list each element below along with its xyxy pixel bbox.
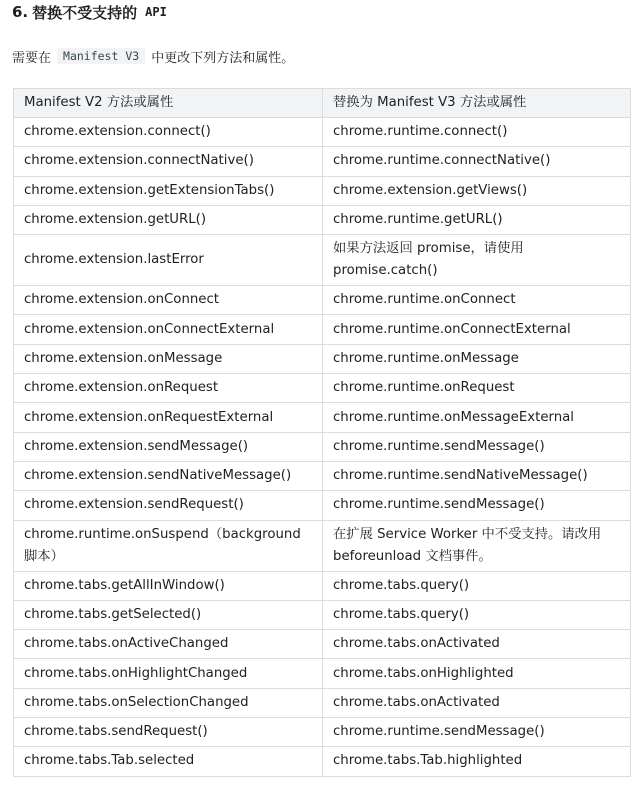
cell-v2: chrome.tabs.onSelectionChanged <box>14 688 323 717</box>
table-row <box>14 403 631 432</box>
cell-v3: chrome.runtime.connect() <box>323 118 631 147</box>
table-header-row <box>14 89 631 118</box>
cell-v2: chrome.extension.onConnectExternal <box>14 315 323 344</box>
cell-v3: chrome.runtime.sendMessage() <box>323 491 631 520</box>
cell-v2: chrome.extension.onRequest <box>14 374 323 403</box>
table-row <box>14 630 631 659</box>
table-row <box>14 176 631 205</box>
cell-v2: chrome.extension.connectNative() <box>14 147 323 176</box>
cell-v2: chrome.extension.lastError <box>14 235 323 286</box>
cell-v3: chrome.tabs.onHighlighted <box>323 659 631 688</box>
cell-v2: chrome.tabs.getSelected() <box>14 600 323 629</box>
section-title: 替换不受支持的 <box>32 3 138 22</box>
cell-v3: chrome.extension.getViews() <box>323 176 631 205</box>
table-row <box>14 374 631 403</box>
cell-v3: chrome.tabs.query() <box>323 600 631 629</box>
cell-v3: 在扩展 Service Worker 中不受支持。请改用 beforeunload 文档事件。 <box>323 520 631 571</box>
table-row <box>14 344 631 373</box>
cell-v3: chrome.runtime.sendMessage() <box>323 718 631 747</box>
table-row <box>14 659 631 688</box>
cell-v2: chrome.extension.onMessage <box>14 344 323 373</box>
cell-v3: chrome.runtime.onRequest <box>323 374 631 403</box>
section-number: 6. <box>12 3 29 21</box>
cell-v3: chrome.runtime.onMessage <box>323 344 631 373</box>
table-row <box>14 571 631 600</box>
cell-v3: chrome.tabs.query() <box>323 571 631 600</box>
cell-v2: chrome.tabs.onHighlightChanged <box>14 659 323 688</box>
cell-v3: chrome.runtime.getURL() <box>323 205 631 234</box>
cell-v3: chrome.tabs.onActivated <box>323 630 631 659</box>
cell-v2: chrome.extension.onConnect <box>14 286 323 315</box>
cell-v2: chrome.extension.onRequestExternal <box>14 403 323 432</box>
cell-v2: chrome.extension.sendNativeMessage() <box>14 461 323 490</box>
intro-paragraph <box>12 44 294 68</box>
cell-v2: chrome.tabs.getAllInWindow() <box>14 571 323 600</box>
intro-inline-code: Manifest V3 <box>57 48 145 64</box>
section-heading <box>12 0 167 24</box>
api-replacement-table <box>13 88 631 777</box>
table-row <box>14 147 631 176</box>
table-row <box>14 688 631 717</box>
intro-text-before: 需要在 <box>12 50 52 66</box>
section-title-code: API <box>145 5 167 19</box>
cell-v2: chrome.extension.sendRequest() <box>14 491 323 520</box>
intro-text-after: 中更改下列方法和属性。 <box>151 50 295 66</box>
cell-v3: 如果方法返回 promise，请使用 promise.catch() <box>323 235 631 286</box>
cell-v2: chrome.runtime.onSuspend（background 脚本） <box>14 520 323 571</box>
table-row <box>14 718 631 747</box>
table-row <box>14 235 631 286</box>
table-row <box>14 491 631 520</box>
cell-v3: chrome.runtime.onConnect <box>323 286 631 315</box>
header-v2: Manifest V2 方法或属性 <box>14 89 323 118</box>
table-row <box>14 461 631 490</box>
cell-v2: chrome.extension.getURL() <box>14 205 323 234</box>
cell-v2: chrome.tabs.onActiveChanged <box>14 630 323 659</box>
cell-v3: chrome.runtime.onMessageExternal <box>323 403 631 432</box>
table-row <box>14 315 631 344</box>
cell-v2: chrome.extension.sendMessage() <box>14 432 323 461</box>
cell-v3: chrome.tabs.onActivated <box>323 688 631 717</box>
table-row <box>14 432 631 461</box>
cell-v2: chrome.extension.getExtensionTabs() <box>14 176 323 205</box>
cell-v2: chrome.tabs.Tab.selected <box>14 747 323 776</box>
cell-v3: chrome.tabs.Tab.highlighted <box>323 747 631 776</box>
table-row <box>14 286 631 315</box>
table-header <box>14 89 631 118</box>
table-row <box>14 520 631 571</box>
table-row <box>14 205 631 234</box>
cell-v3: chrome.runtime.onConnectExternal <box>323 315 631 344</box>
table-row <box>14 600 631 629</box>
table-body <box>14 118 631 777</box>
cell-v3: chrome.runtime.sendNativeMessage() <box>323 461 631 490</box>
table-row <box>14 747 631 776</box>
cell-v2: chrome.tabs.sendRequest() <box>14 718 323 747</box>
header-v3: 替换为 Manifest V3 方法或属性 <box>323 89 631 118</box>
cell-v2: chrome.extension.connect() <box>14 118 323 147</box>
cell-v3: chrome.runtime.connectNative() <box>323 147 631 176</box>
cell-v3: chrome.runtime.sendMessage() <box>323 432 631 461</box>
table-row <box>14 118 631 147</box>
